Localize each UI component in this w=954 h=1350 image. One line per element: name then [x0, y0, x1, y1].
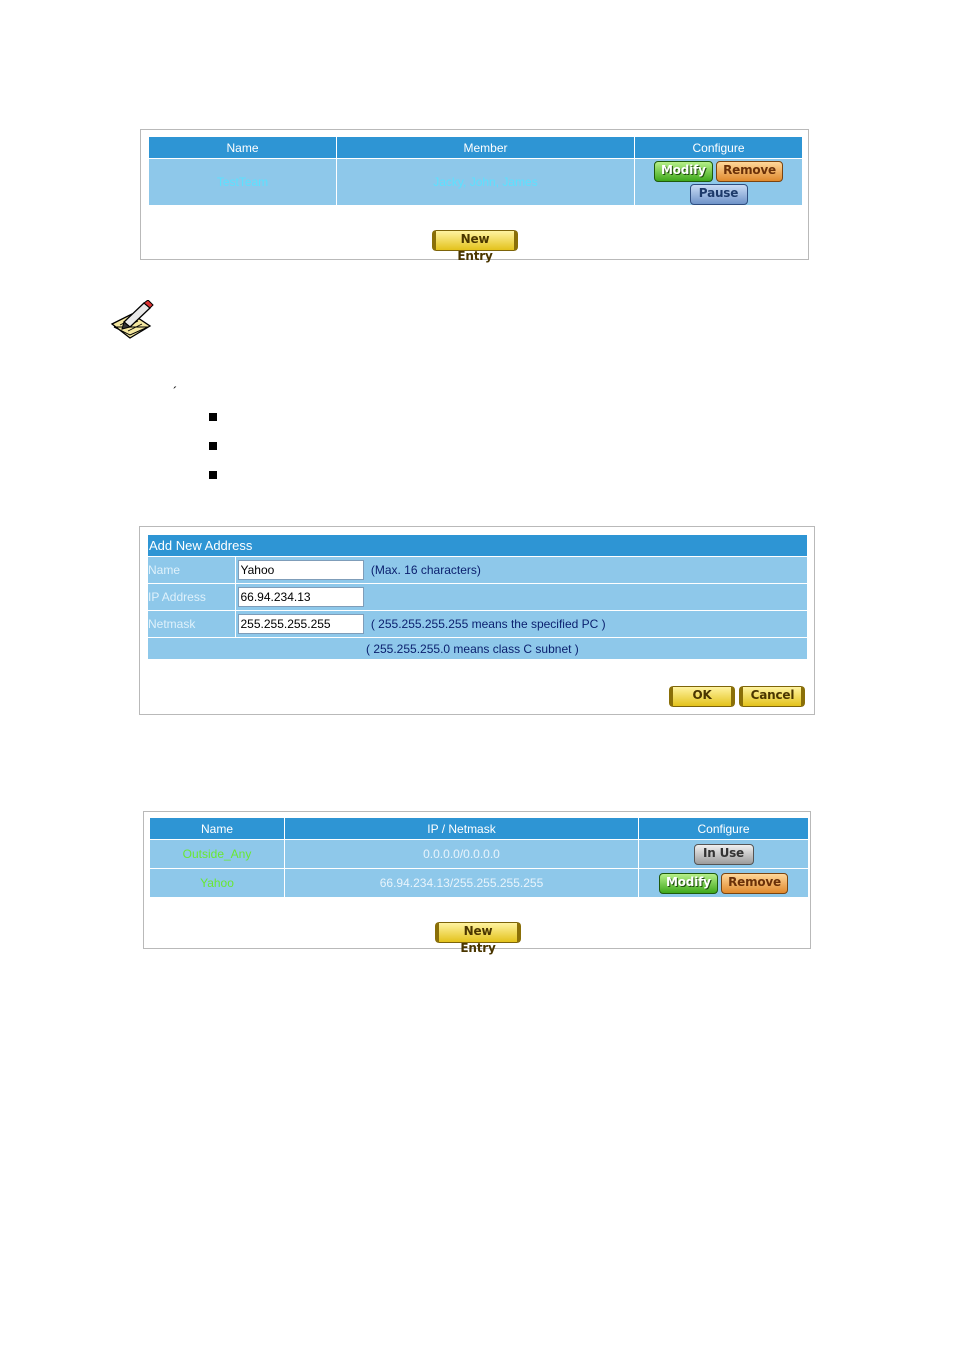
ok-button[interactable]: OK — [669, 686, 735, 707]
cancel-button[interactable]: Cancel — [739, 686, 805, 707]
ip-address-label: IP Address — [148, 584, 235, 611]
add-address-form — [148, 534, 807, 660]
netmask-label: Netmask — [148, 611, 235, 638]
pause-button[interactable]: Pause — [690, 184, 748, 205]
table-row — [149, 159, 803, 206]
address-table — [149, 817, 809, 898]
modify-button[interactable]: Modify — [654, 161, 713, 182]
bullet-marker — [209, 442, 217, 450]
add-address-panel — [139, 526, 815, 715]
form-row-netmask — [148, 611, 807, 638]
column-header-configure: Configure — [639, 818, 809, 840]
address-name-cell[interactable]: Outside_Any — [150, 840, 285, 869]
remove-button[interactable]: Remove — [716, 161, 783, 182]
new-entry-button[interactable]: New Entry — [432, 230, 518, 251]
configure-cell — [639, 869, 809, 898]
column-header-member: Member — [337, 137, 635, 159]
netmask-class-c-hint: ( 255.255.255.0 means class C subnet ) — [366, 641, 579, 656]
table-row — [150, 869, 809, 898]
note-marker: ´ — [173, 384, 178, 399]
column-header-ip-netmask: IP / Netmask — [285, 818, 639, 840]
remove-button[interactable]: Remove — [721, 873, 788, 894]
address-panel — [143, 811, 811, 955]
table-row — [150, 840, 809, 869]
form-row-netmask-note — [148, 638, 807, 660]
bullet-marker — [209, 413, 217, 421]
name-hint: (Max. 16 characters) — [370, 563, 481, 577]
configure-cell — [635, 159, 803, 206]
configure-cell — [639, 840, 809, 869]
address-ip-cell: 0.0.0.0/0.0.0.0 — [285, 840, 639, 869]
column-header-name: Name — [150, 818, 285, 840]
form-row-name — [148, 557, 807, 584]
bullet-marker — [209, 471, 217, 479]
form-row-ip — [148, 584, 807, 611]
note-icon — [110, 300, 156, 342]
group-table — [148, 136, 803, 206]
column-header-configure: Configure — [635, 137, 803, 159]
group-member-cell: Jacky, John, James — [337, 159, 635, 206]
new-entry-button[interactable]: New Entry — [435, 922, 521, 943]
name-label: Name — [148, 557, 235, 584]
form-title: Add New Address — [148, 535, 807, 557]
address-name-cell[interactable]: Yahoo — [150, 869, 285, 898]
group-name-cell[interactable]: TestTeam — [149, 159, 337, 206]
in-use-button[interactable]: In Use — [694, 844, 754, 865]
column-header-name: Name — [149, 137, 337, 159]
modify-button[interactable]: Modify — [659, 873, 718, 894]
group-panel — [140, 129, 809, 263]
name-input[interactable] — [238, 560, 364, 580]
ip-address-input[interactable] — [238, 587, 364, 607]
netmask-hint: ( 255.255.255.255 means the specified PC ) — [370, 617, 606, 631]
address-ip-cell: 66.94.234.13/255.255.255.255 — [285, 869, 639, 898]
netmask-input[interactable] — [238, 614, 364, 634]
